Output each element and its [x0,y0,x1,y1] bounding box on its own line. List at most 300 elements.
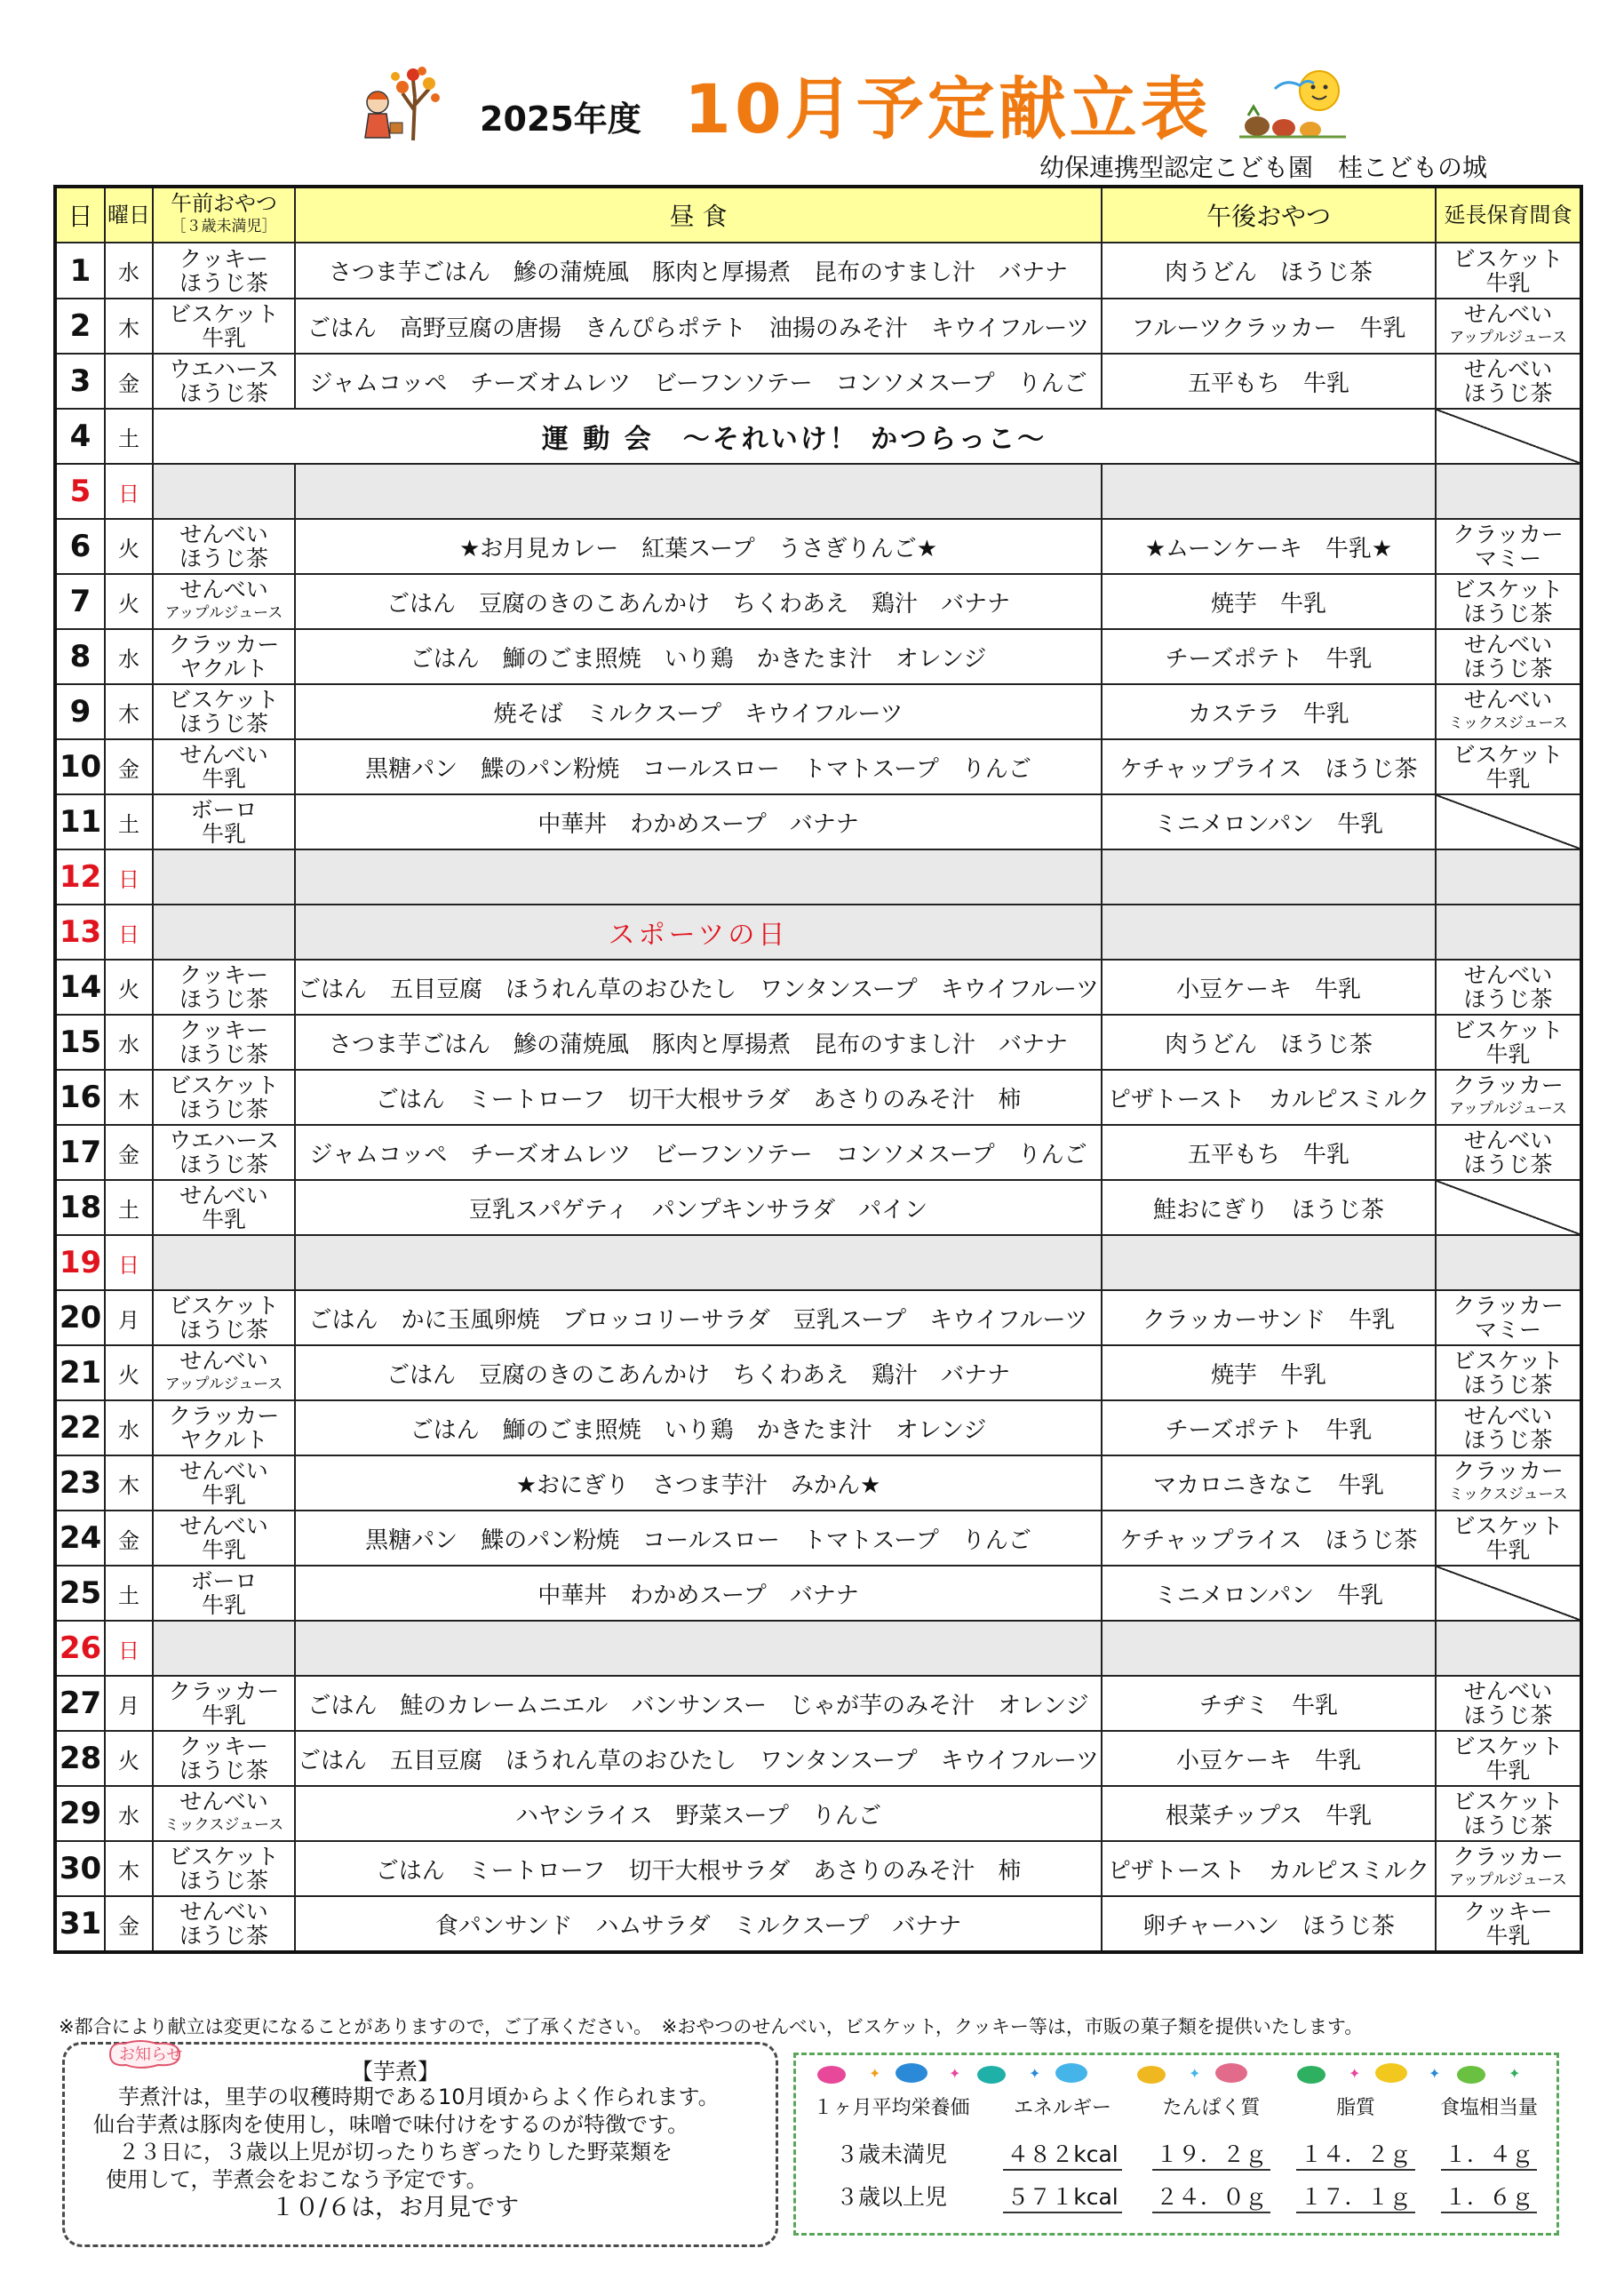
lunch-cell: ごはん ミートローフ 切干大根サラダ あさりのみそ汁 柿 [295,1841,1102,1896]
extended-item: ほうじ茶 [1463,656,1553,682]
am-snack-cell [153,629,295,684]
am-snack-cell [153,519,295,574]
imoni-text [93,2084,768,2221]
pm-snack-cell [1102,464,1436,519]
am-snack-item: クッキー [179,1017,268,1043]
extended-cell [1436,684,1581,739]
day-of-week: 月 [105,1676,153,1731]
nutrition-age-label: ３歳未満児 [835,2141,947,2167]
am-snack-cell [153,1841,295,1896]
am-snack-cell [153,243,295,299]
day-of-week: 日 [105,464,153,519]
nutrition-protein: １９．２ｇ [1152,2137,1270,2171]
day-of-week: 火 [105,1345,153,1400]
col-dow: 曜日 [105,187,153,243]
am-snack-cell [153,299,295,354]
pm-snack-cell: フルーツクラッカー 牛乳 [1102,299,1436,354]
svg-text:✦: ✦ [1189,2065,1201,2082]
day-of-week: 火 [105,519,153,574]
day-of-week: 日 [105,1621,153,1676]
am-snack-item: せんべい [179,1348,268,1374]
fiscal-year: 2025年度 [480,100,641,139]
pm-snack-cell: ピザトースト カルピスミルク [1102,1070,1436,1125]
extended-item: ビスケット [1453,1017,1564,1043]
extended-cell-empty [1436,794,1581,849]
extended-cell [1436,960,1581,1015]
autumn-tree-girl-illustration [351,62,449,142]
table-row [55,243,1581,299]
col-am-snack [153,187,295,243]
am-snack-cell [153,1731,295,1786]
am-snack-item: 牛乳 [201,1592,246,1618]
svg-text:✦: ✦ [869,2065,881,2082]
extended-item: 牛乳 [1485,1537,1531,1563]
lunch-cell [295,849,1102,905]
extended-cell [1436,1015,1581,1070]
pm-snack-cell: ★ムーンケーキ 牛乳★ [1102,519,1436,574]
table-row [55,409,1581,464]
day-of-week: 日 [105,1235,153,1290]
lunch-cell: 黒糖パン 鰈のパン粉焼 コールスロー トマトスープ りんご [295,1511,1102,1566]
am-snack-cell [153,1125,295,1180]
day-number: 25 [55,1566,105,1621]
extended-cell [1436,1841,1581,1896]
extended-item: せんべい [1463,1128,1553,1153]
table-row [55,354,1581,409]
imoni-line: ２３日に，３歳以上児が切ったりちぎったりした野菜類を [118,2140,673,2164]
extended-cell [1436,464,1581,519]
am-snack-item: 牛乳 [201,1702,246,1728]
am-snack-cell [153,1896,295,1952]
am-snack-cell [153,960,295,1015]
extended-item: ビスケット [1453,245,1564,272]
extended-item: ビスケット [1453,1513,1564,1539]
day-number: 6 [55,519,105,574]
extended-item: ほうじ茶 [1463,380,1553,406]
day-number: 31 [55,1896,105,1952]
extended-item: せんべい [1463,1403,1553,1429]
lunch-cell: ジャムコッペ チーズオムレツ ビーフンソテー コンソメスープ りんご [295,354,1102,409]
am-snack-item: クラッカー [168,632,280,658]
am-snack-item: ビスケット [169,1293,279,1319]
day-of-week: 木 [105,684,153,739]
extended-cell [1436,1731,1581,1786]
extended-cell [1436,905,1581,960]
am-snack-item: ヤクルト [179,656,268,682]
am-snack-item: ほうじ茶 [179,1868,268,1893]
menu-body [55,243,1581,1952]
pm-snack-cell: 五平もち 牛乳 [1102,1125,1436,1180]
extended-item: ミックスジュース [1448,714,1568,732]
table-row [55,739,1581,794]
am-snack-cell [153,1566,295,1621]
extended-item: ビスケット [1453,742,1564,768]
extended-item: せんべい [1463,632,1553,658]
extended-item: せんべい [1463,962,1553,988]
day-number: 22 [55,1400,105,1455]
am-snack-cell [153,1015,295,1070]
am-snack-item: せんべい [179,1899,268,1925]
day-of-week: 水 [105,1015,153,1070]
lunch-cell: ごはん 五目豆腐 ほうれん草のおひたし ワンタンスープ キウイフルーツ [295,1731,1102,1786]
am-snack-item: ビスケット [169,301,279,327]
day-of-week: 火 [105,1731,153,1786]
table-row [55,1015,1581,1070]
pm-snack-cell: チーズポテト 牛乳 [1102,1400,1436,1455]
am-snack-item: クッキー [179,245,268,272]
pm-snack-cell [1102,849,1436,905]
day-number: 23 [55,1455,105,1511]
extended-item: 牛乳 [1485,1923,1531,1949]
table-row [55,1896,1581,1952]
pm-snack-cell: チヂミ 牛乳 [1102,1676,1436,1731]
am-snack-item: クッキー [179,1734,268,1759]
extended-item: ほうじ茶 [1463,1372,1553,1398]
day-of-week: 日 [105,905,153,960]
dishes-decoration-icon [814,2057,1539,2089]
day-number: 13 [55,905,105,960]
notes: ※都合により献立は変更になることがありますので，ご了承ください。 ※おやつのせんべい，ビスケット，クッキー等は，市販の菓子類を提供いたします。 [59,2016,1364,2037]
col-am-snack-sub: ［３歳未満児］ [171,218,277,235]
table-row [55,1841,1581,1896]
day-number: 20 [55,1290,105,1345]
am-snack-item: 牛乳 [201,821,246,847]
am-snack-cell [153,1070,295,1125]
pm-snack-cell: ケチャップライス ほうじ茶 [1102,1511,1436,1566]
am-snack-item: ビスケット [169,687,279,713]
col-lunch: 昼 食 [295,187,1102,243]
pm-snack-cell [1102,1621,1436,1676]
table-row [55,1511,1581,1566]
nutrition-box [793,2053,1559,2236]
am-snack-cell [153,739,295,794]
extended-item: クラッカー [1453,1844,1564,1869]
col-pm-snack: 午後おやつ [1102,187,1436,243]
table-row [55,464,1581,519]
pm-snack-cell [1102,1235,1436,1290]
extended-item: ビスケット [1453,577,1564,602]
pm-snack-cell: 小豆ケーキ 牛乳 [1102,960,1436,1015]
extended-item: 牛乳 [1485,1041,1531,1067]
day-number: 19 [55,1235,105,1290]
day-number: 5 [55,464,105,519]
pm-snack-cell: チーズポテト 牛乳 [1102,629,1436,684]
pm-snack-cell: 鮭おにぎり ほうじ茶 [1102,1180,1436,1235]
extended-cell [1436,1621,1581,1676]
am-snack-item: せんべい [179,742,268,768]
pm-snack-cell: カステラ 牛乳 [1102,684,1436,739]
am-snack-item: 牛乳 [201,325,246,351]
nutrition-salt: １．６ｇ [1441,2180,1537,2213]
extended-item: ほうじ茶 [1463,1427,1553,1453]
nutrition-energy: ５７１kcal [1003,2180,1122,2213]
am-snack-cell [153,354,295,409]
lunch-cell: ごはん 鰤のごま照焼 いり鶏 かきたま汁 オレンジ [295,629,1102,684]
pm-snack-cell: ミニメロンパン 牛乳 [1102,1566,1436,1621]
day-number: 30 [55,1841,105,1896]
extended-cell [1436,1786,1581,1841]
day-number: 2 [55,299,105,354]
day-number: 24 [55,1511,105,1566]
day-of-week: 水 [105,1786,153,1841]
am-snack-cell [153,1235,295,1290]
day-number: 8 [55,629,105,684]
nutrition-fat: １４．２ｇ [1296,2137,1414,2171]
day-number: 16 [55,1070,105,1125]
day-of-week: 水 [105,243,153,299]
lunch-cell [295,464,1102,519]
table-row [55,1731,1581,1786]
nutrition-header-energy: エネルギー [1013,2097,1111,2119]
nutrition-header-fat: 脂質 [1335,2097,1375,2119]
am-snack-cell [153,1290,295,1345]
extended-cell [1436,1511,1581,1566]
table-row [55,1621,1581,1676]
am-snack-cell [153,905,295,960]
col-extended: 延長保育間食 [1436,187,1581,243]
extended-cell [1436,354,1581,409]
day-of-week: 水 [105,1400,153,1455]
extended-item: クラッカー [1453,1293,1564,1319]
day-of-week: 火 [105,960,153,1015]
extended-cell [1436,299,1581,354]
lunch-cell: 中華丼 わかめスープ バナナ [295,794,1102,849]
organization-name: 幼保連携型認定こども園 桂こどもの城 [1039,153,1488,182]
am-snack-item: ほうじ茶 [179,1758,268,1783]
am-snack-item: せんべい [179,577,268,602]
extended-item: ほうじ茶 [1463,1813,1553,1838]
imoni-line: １０/６は，お月見です [271,2194,520,2221]
am-snack-item: 牛乳 [201,1537,246,1563]
am-snack-item: ウエハース [169,356,279,382]
extended-cell [1436,1070,1581,1125]
pm-snack-cell: ケチャップライス ほうじ茶 [1102,739,1436,794]
am-snack-cell [153,1511,295,1566]
lunch-cell: ごはん 豆腐のきのこあんかけ ちくわあえ 鶏汁 バナナ [295,574,1102,629]
lunch-cell: 豆乳スパゲティ パンプキンサラダ パイン [295,1180,1102,1235]
pm-snack-cell: 肉うどん ほうじ茶 [1102,1015,1436,1070]
extended-item: ビスケット [1453,1734,1564,1759]
am-snack-item: ほうじ茶 [179,711,268,737]
extended-cell [1436,1896,1581,1952]
am-snack-item: せんべい [179,1513,268,1539]
am-snack-item: ボーロ [190,1568,258,1594]
day-number: 11 [55,794,105,849]
extended-cell [1436,1125,1581,1180]
menu-table [53,185,1583,1954]
notice-badge: お知らせ [119,2045,183,2064]
table-row [55,1345,1581,1400]
am-snack-item: ヤクルト [179,1427,268,1453]
nutrition-protein: ２４．０ｇ [1152,2180,1270,2213]
extended-cell [1436,1455,1581,1511]
am-snack-item: アップルジュース [164,604,283,622]
day-of-week: 月 [105,1290,153,1345]
am-snack-cell [153,464,295,519]
day-number: 28 [55,1731,105,1786]
extended-item: せんべい [1463,356,1553,382]
nutrition-row-under3 [796,2137,1556,2171]
day-of-week: 木 [105,299,153,354]
lunch-cell: ごはん 鰤のごま照焼 いり鶏 かきたま汁 オレンジ [295,1400,1102,1455]
table-row [55,1400,1581,1455]
extended-item: ビスケット [1453,1348,1564,1374]
pm-snack-cell: クラッカーサンド 牛乳 [1102,1290,1436,1345]
event-cell: 運 動 会 ～それいけ！ かつらっこ～ [153,409,1436,464]
am-snack-item: ほうじ茶 [179,1041,268,1067]
extended-cell [1436,1400,1581,1455]
am-snack-cell [153,1455,295,1511]
day-of-week: 金 [105,1896,153,1952]
lunch-cell [295,1235,1102,1290]
extended-item: 牛乳 [1485,766,1531,792]
extended-item: 牛乳 [1485,269,1531,296]
am-snack-cell [153,1180,295,1235]
lunch-cell: ごはん ミートローフ 切干大根サラダ あさりのみそ汁 柿 [295,1070,1102,1125]
day-number: 3 [55,354,105,409]
pm-snack-cell: マカロニきなこ 牛乳 [1102,1455,1436,1511]
page-title: 10月予定献立表 [684,69,1212,148]
lunch-cell: 黒糖パン 鰈のパン粉焼 コールスロー トマトスープ りんご [295,739,1102,794]
col-am-snack-label: 午前おやつ [171,191,277,216]
extended-item: ほうじ茶 [1463,601,1553,626]
table-row [55,1455,1581,1511]
extended-cell-empty [1436,1566,1581,1621]
day-number: 7 [55,574,105,629]
extended-item: 牛乳 [1485,1758,1531,1783]
pm-snack-cell: 焼芋 牛乳 [1102,1345,1436,1400]
table-row [55,1235,1581,1290]
am-snack-item: アップルジュース [164,1375,283,1393]
lunch-cell: ハヤシライス 野菜スープ りんご [295,1786,1102,1841]
extended-cell [1436,1235,1581,1290]
am-snack-item: クラッカー [168,1403,280,1429]
day-number: 29 [55,1786,105,1841]
pm-snack-cell: 卵チャーハン ほうじ茶 [1102,1896,1436,1952]
extended-item: クラッカー [1453,1458,1564,1484]
nutrition-header-protein: たんぱく質 [1162,2097,1261,2119]
extended-cell-empty [1436,409,1581,464]
pm-snack-cell: 小豆ケーキ 牛乳 [1102,1731,1436,1786]
extended-item: アップルジュース [1449,1100,1567,1118]
extended-item: アップルジュース [1449,1871,1567,1889]
extended-cell [1436,519,1581,574]
day-number: 21 [55,1345,105,1400]
table-row [55,1125,1581,1180]
am-snack-cell [153,794,295,849]
am-snack-item: ほうじ茶 [179,380,268,406]
pm-snack-cell: ミニメロンパン 牛乳 [1102,794,1436,849]
am-snack-cell [153,849,295,905]
nutrition-header [796,2093,1556,2120]
pm-snack-cell: 根菜チップス 牛乳 [1102,1786,1436,1841]
imoni-line: 使用して，芋煮会をおこなう予定です。 [106,2167,488,2192]
day-of-week: 日 [105,849,153,905]
day-number: 1 [55,243,105,299]
day-number: 27 [55,1676,105,1731]
pm-snack-cell: ピザトースト カルピスミルク [1102,1841,1436,1896]
am-snack-item: ビスケット [169,1844,279,1869]
extended-cell [1436,849,1581,905]
am-snack-item: 牛乳 [201,766,246,792]
extended-item: ほうじ茶 [1463,1152,1553,1177]
svg-text:✦: ✦ [949,2065,961,2082]
extended-cell [1436,243,1581,299]
am-snack-item: ほうじ茶 [179,1152,268,1177]
pm-snack-cell: 焼芋 牛乳 [1102,574,1436,629]
am-snack-item: ほうじ茶 [179,1096,268,1122]
svg-text:✦: ✦ [1029,2065,1041,2082]
day-of-week: 金 [105,1125,153,1180]
table-row [55,1676,1581,1731]
day-number: 18 [55,1180,105,1235]
lunch-cell: ごはん 豆腐のきのこあんかけ ちくわあえ 鶏汁 バナナ [295,1345,1102,1400]
table-header-row [55,187,1581,243]
am-snack-item: ウエハース [169,1128,279,1153]
table-row [55,849,1581,905]
am-snack-item: せんべい [179,1183,268,1208]
day-of-week: 金 [105,739,153,794]
day-number: 26 [55,1621,105,1676]
holiday-name: スポーツの日 [295,905,1102,960]
am-snack-cell [153,1345,295,1400]
extended-item: せんべい [1463,1678,1553,1704]
day-of-week: 木 [105,1070,153,1125]
nutrition-salt: １．４ｇ [1441,2137,1537,2171]
am-snack-item: ほうじ茶 [179,269,268,296]
lunch-cell: さつま芋ごはん 鰺の蒲焼風 豚肉と厚揚煮 昆布のすまし汁 バナナ [295,1015,1102,1070]
extended-item: マミー [1474,546,1541,571]
extended-cell [1436,629,1581,684]
am-snack-cell [153,1676,295,1731]
extended-cell [1436,1345,1581,1400]
am-snack-item: 牛乳 [201,1482,246,1508]
extended-cell [1436,1290,1581,1345]
extended-item: クラッカー [1453,522,1564,547]
lunch-cell: 焼そば ミルクスープ キウイフルーツ [295,684,1102,739]
extended-cell-empty [1436,1180,1581,1235]
extended-item: ビスケット [1453,1789,1564,1814]
am-snack-cell [153,684,295,739]
extended-item: クラッカー [1453,1072,1564,1098]
day-number: 15 [55,1015,105,1070]
imoni-line: 仙台芋煮は豚肉を使用し，味噌で味付けをするのが特徴です。 [93,2112,689,2137]
am-snack-item: 牛乳 [201,1207,246,1232]
am-snack-item: ほうじ茶 [179,1317,268,1343]
lunch-cell: ごはん かに玉風卵焼 ブロッコリーサラダ 豆乳スープ キウイフルーツ [295,1290,1102,1345]
table-row [55,574,1581,629]
am-snack-item: せんべい [179,1458,268,1484]
day-number: 9 [55,684,105,739]
table-row [55,684,1581,739]
am-snack-item: クッキー [179,962,268,988]
extended-cell [1436,1676,1581,1731]
day-number: 14 [55,960,105,1015]
lunch-cell: 食パンサンド ハムサラダ ミルクスープ バナナ [295,1896,1102,1952]
svg-text:✦: ✦ [1509,2065,1521,2082]
pm-snack-cell: 五平もち 牛乳 [1102,354,1436,409]
nutrition-header-salt: 食塩相当量 [1439,2097,1538,2119]
nutrition-fat: １７．１ｇ [1296,2180,1414,2213]
svg-text:✦: ✦ [1349,2065,1361,2082]
am-snack-item: ボーロ [190,797,258,823]
lunch-cell: ごはん 五目豆腐 ほうれん草のおひたし ワンタンスープ キウイフルーツ [295,960,1102,1015]
extended-item: せんべい [1463,687,1553,713]
lunch-cell: ★お月見カレー 紅葉スープ うさぎりんご★ [295,519,1102,574]
extended-cell [1436,574,1581,629]
day-of-week: 土 [105,1566,153,1621]
day-number: 12 [55,849,105,905]
